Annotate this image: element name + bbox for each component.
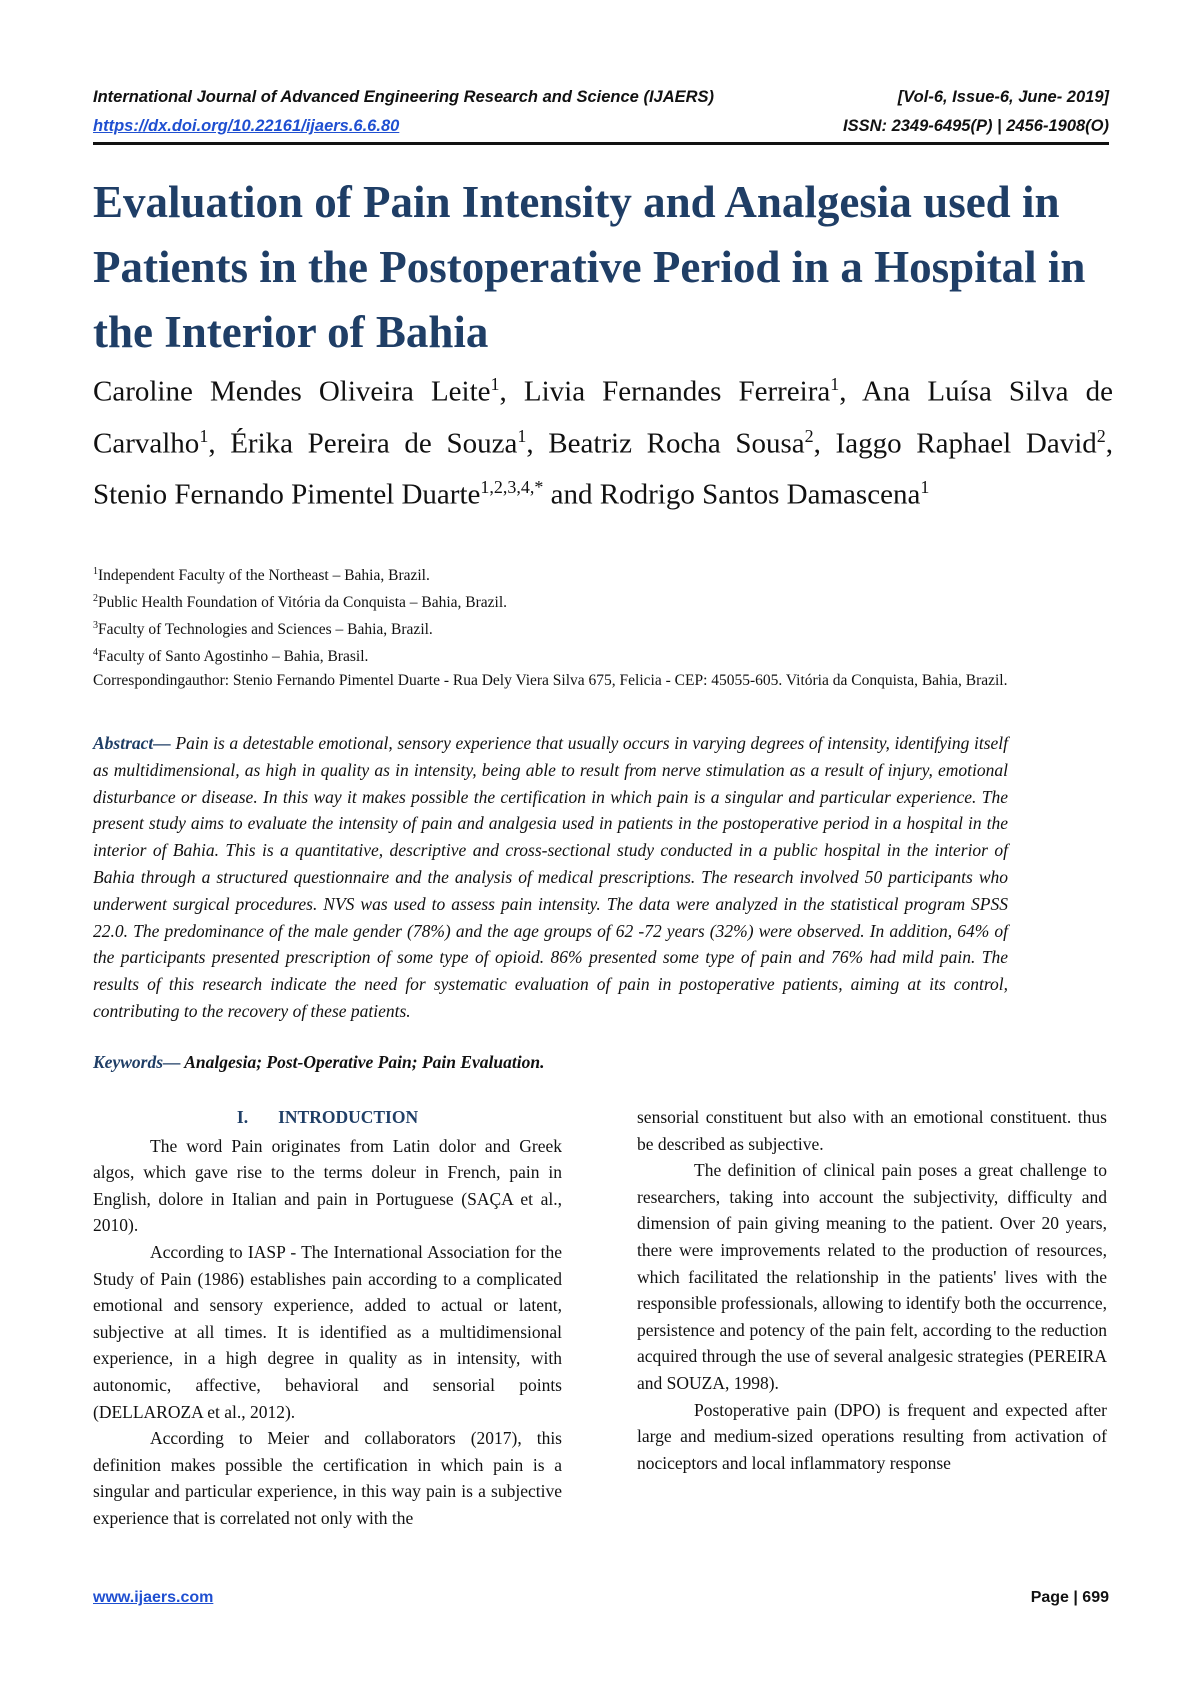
affil-number: 2 (93, 593, 98, 605)
author: Caroline Mendes Oliveira Leite (93, 375, 491, 408)
journal-name: International Journal of Advanced Engineering Research and Science (IJAERS) (93, 88, 715, 106)
right-column (637, 1104, 1107, 1476)
author: Stenio Fernando Pimentel Duarte (93, 478, 481, 511)
paragraph: Postoperative pain (DPO) is frequent and expected after large and medium-sized operations resulting from activation of nociceptors and local inflammatory response (637, 1399, 1107, 1473)
affil-number: 1 (93, 566, 98, 577)
author: Érika Pereira de Souza (230, 427, 518, 460)
page-number: Page | 699 (1030, 1589, 1109, 1606)
left-column (93, 1104, 562, 1532)
author: Beatriz Rocha Sousa (548, 427, 805, 460)
header-rule (93, 142, 1109, 145)
volume-issue: [Vol-6, Issue-6, June- 2019] (897, 88, 1109, 106)
keywords-label: Keywords— (93, 1052, 181, 1072)
affil-number: 4 (93, 647, 98, 659)
author-affil-sup: 1 (517, 425, 527, 446)
section-title: INTRODUCTION (278, 1107, 419, 1127)
affiliation (93, 587, 1113, 614)
affil-text: Faculty of Technologies and Sciences – Bahia, Brazil. (98, 621, 433, 639)
running-header-sub (93, 117, 1109, 136)
affiliations (93, 560, 1113, 692)
paragraph: The word Pain originates from Latin dolor and Greek algos, which gave rise to the terms doleur in French, pain in English, dolore in Italian and pain in Portuguese (SAÇA et al., 2010). (93, 1135, 562, 1236)
affiliation (93, 614, 1113, 641)
paragraph: According to Meier and collaborators (2017), this definition makes possible the certification in which pain is a singular and particular experience, in this way pain is a subjective experience that is correlated not only with the (93, 1428, 562, 1528)
journal-site-link[interactable]: www.ijaers.com (93, 1589, 214, 1606)
abstract (93, 730, 1008, 1025)
affiliation (93, 560, 1113, 587)
author-affil-sup: 1 (199, 425, 209, 446)
affil-text: Public Health Foundation of Vitória da Conquista – Bahia, Brazil. (98, 594, 508, 612)
author-affil-sup: 1,2,3,4,* (480, 477, 544, 498)
author-list: Caroline Mendes Oliveira Leite$^1$, Livia Fernandes Ferreira$^1$, Ana Luísa Silva de Carvalho$^1$, Érika Pereira de Souza$^1$, Beatriz Rocha Sousa$^2$, Iaggo Raphael David$^2$, Stenio Fernando Pimentel Duarte$^{1,2,3,4,*}$ and Rodrigo Santos Damascena$^1$ (93, 374, 1114, 511)
affil-text: Faculty of Santo Agostinho – Bahia, Brasil. (98, 648, 369, 666)
section-heading (93, 1104, 562, 1131)
paragraph: The definition of clinical pain poses a great challenge to researchers, taking into account the subjectivity, difficulty and dimension of pain giving meaning to the patient. Over 20 years, there were improvements related to the production of resources, which facilitated the relationship in the patients' lives with the responsible professionals, allowing to identify both the occurrence, persistence and potency of the pain felt, according to the reduction acquired through the use of several analgesic strategies (PEREIRA and SOUZA, 1998). (637, 1160, 1107, 1393)
running-header (93, 88, 1109, 107)
keywords-text: Analgesia; Post-Operative Pain; Pain Evaluation. (184, 1052, 545, 1072)
abstract-text: Pain is a detestable emotional, sensory experience that usually occurs in varying degrees of intensity, identifying itself as multidimensional, as high in quality as in intensity, being able to result from nerve stimulation as a result of injury, emotional disturbance or disease. In this way it makes possible the certification in which pain is a singular and particular experience. The present study aims to evaluate the intensity of pain and analgesia used in patients in the postoperative period in a hospital in the interior of Bahia. This is a quantitative, descriptive and cross-sectional study conducted in a public hospital in the interior of Bahia through a structured questionnaire and the analysis of medical prescriptions. The research involved 50 participants who underwent surgical procedures. NVS was used to assess pain intensity. The data were analyzed in the statistical program SPSS 22.0. The predominance of the male gender (78%) and the age groups of 62 -72 years (32%) were observed. In addition, 64% of the participants presented prescription of some type of opioid. 86% presented some type of pain and 76% had mild pain. The results of this research indicate the need for systematic evaluation of pain in postoperative patients, aiming at its control, contributing to the recovery of these patients. (93, 733, 1009, 1021)
author: Iaggo Raphael David (835, 427, 1097, 460)
author-affil-sup: 1 (490, 374, 500, 394)
section-number: I. (236, 1107, 249, 1127)
author-affil-sup: 2 (804, 425, 814, 446)
abstract-label: Abstract— (93, 733, 171, 753)
keywords (93, 1049, 1008, 1075)
author: Ana Luísa Silva de Carvalho (93, 375, 1113, 460)
correspondence: Correspondingauthor: Stenio Fernando Pimentel Duarte - Rua Dely Viera Silva 675, Felicia - CEP: 45055-605. Vitória da Conquista, Bahia, Brazil. (93, 671, 1008, 689)
affil-text: Independent Faculty of the Northeast – Bahia, Brazil. (98, 567, 430, 585)
issn: ISSN: 2349-6495(P) | 2456-1908(O) (842, 117, 1109, 135)
author-affil-sup: 2 (1096, 425, 1106, 446)
doi-link[interactable]: https://dx.doi.org/10.22161/ijaers.6.6.80 (93, 117, 400, 135)
author-affil-sup: 1 (830, 374, 840, 394)
paper-title: Evaluation of Pain Intensity and Analgesia used in Patients in the Postoperative Period in a Hospital in the Interior of Bahia (93, 177, 1086, 357)
author-affil-sup: 1 (920, 477, 930, 498)
page-footer (93, 1589, 1109, 1607)
paragraph: sensorial constituent but also with an emotional constituent. thus be described as subjective. (637, 1107, 1107, 1154)
affiliation (93, 641, 1113, 668)
author: Rodrigo Santos Damascena (599, 478, 921, 511)
paragraph: According to IASP - The International Association for the Study of Pain (1986) establishes pain according to a complicated emotional and sensory experience, added to actual or latent, subjective at all times. It is identified as a multidimensional experience, in a high degree in quality as in intensity, with autonomic, affective, behavioral and sensorial points (DELLAROZA et al., 2012). (93, 1241, 562, 1422)
affil-number: 3 (93, 620, 98, 632)
author: Livia Fernandes Ferreira (523, 375, 831, 408)
authors-connector: and (550, 478, 593, 511)
